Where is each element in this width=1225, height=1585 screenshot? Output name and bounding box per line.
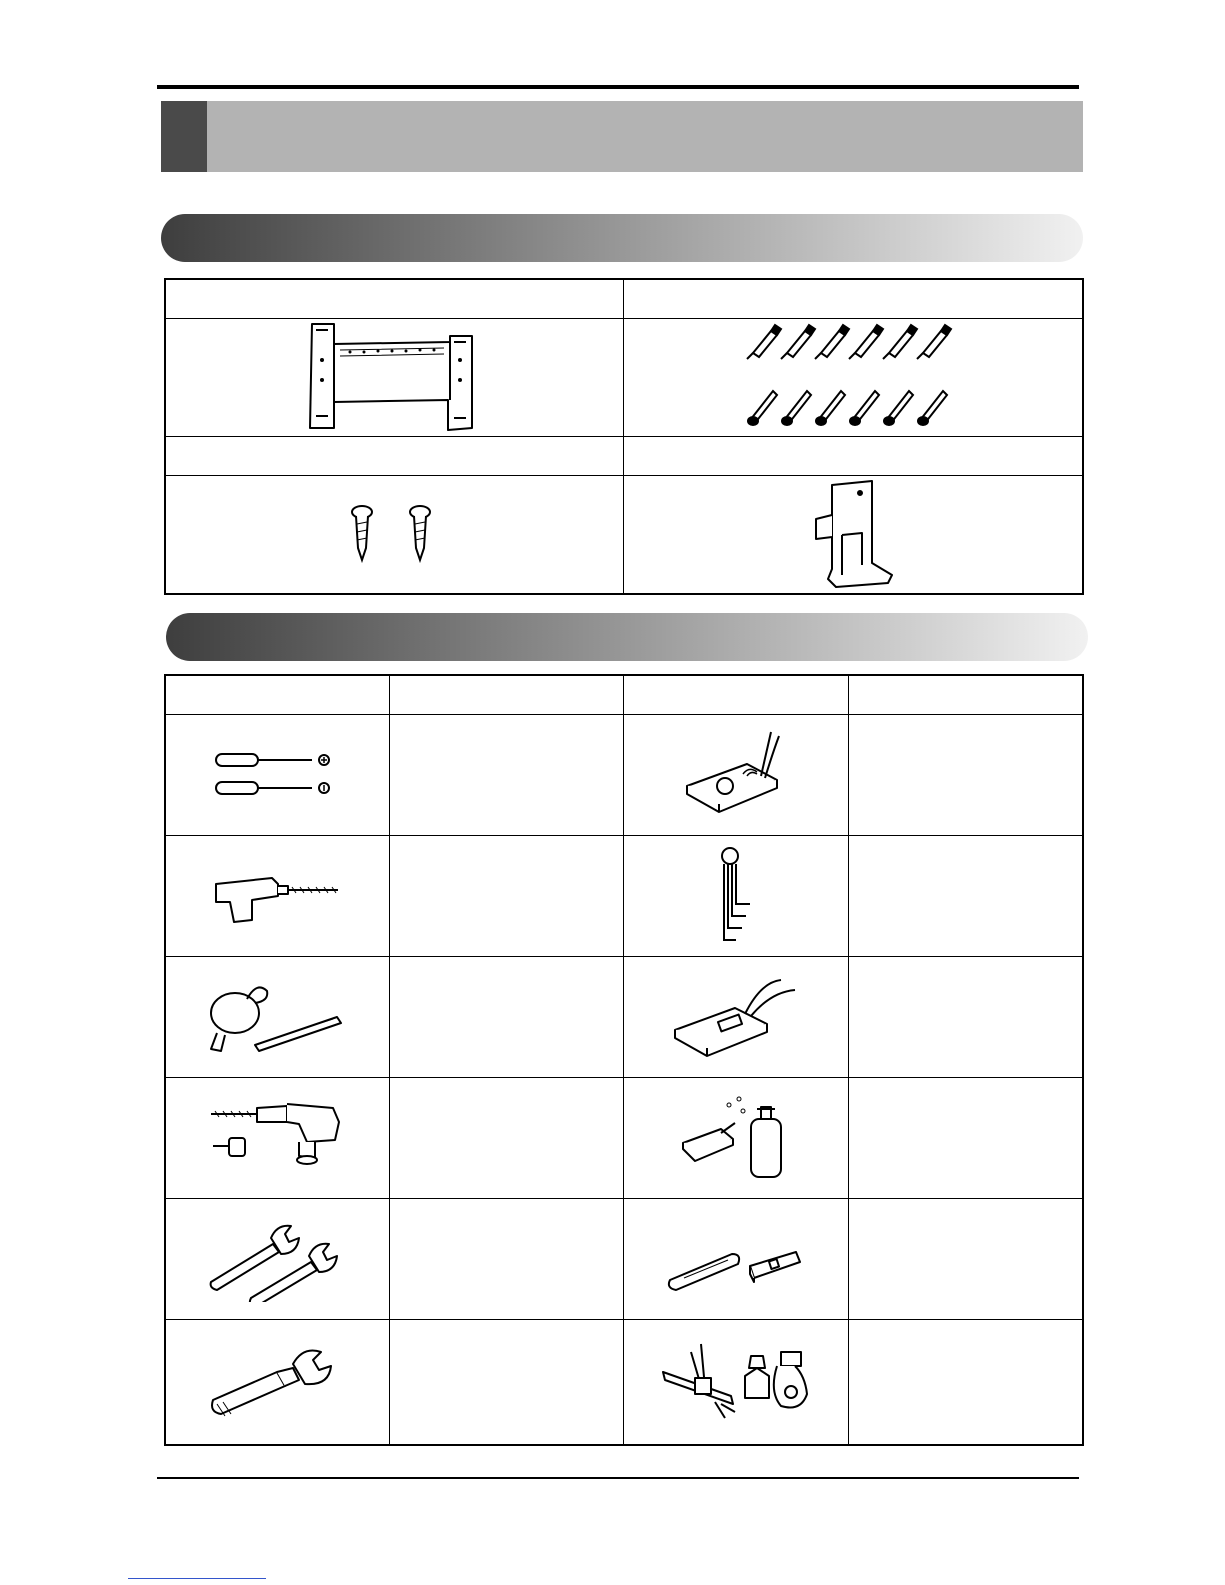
- tool-label: [389, 715, 623, 836]
- fixing-screws-cell: [165, 476, 623, 594]
- flaring-tool-cell: [623, 1320, 848, 1445]
- measuring-tape-icon: [207, 977, 347, 1057]
- tool-row: [165, 1320, 1083, 1445]
- remote-controller-holder-icon: [808, 479, 898, 589]
- section-title-bar: [161, 101, 1083, 172]
- ammeter-cell: [623, 957, 848, 1078]
- installation-plate-cell: [165, 319, 623, 437]
- tool-label: [389, 836, 623, 957]
- gas-leak-detector-cell: [623, 1078, 848, 1199]
- flaring-tool-set-icon: [661, 1332, 811, 1432]
- thermometer-and-level-icon: [666, 1224, 806, 1294]
- tools-header-3: [623, 675, 848, 715]
- ammeter-icon: [671, 972, 801, 1062]
- accessories-table: [164, 278, 1084, 595]
- tool-label: [848, 1078, 1083, 1199]
- tool-row: [165, 1199, 1083, 1320]
- tool-label: [848, 957, 1083, 1078]
- torque-wrench-icon: [207, 1342, 347, 1422]
- electric-drill-icon: [212, 866, 342, 926]
- electric-tester-icon: [681, 730, 791, 820]
- tool-label: [848, 1199, 1083, 1320]
- accessory-header-2: [623, 279, 1083, 319]
- bottom-rule: [157, 1477, 1079, 1479]
- anchor-bolts-and-screws-icon: [743, 323, 963, 433]
- tool-label: [848, 1320, 1083, 1445]
- accessories-banner: [161, 214, 1083, 262]
- tool-label: [389, 1199, 623, 1320]
- footer-link-underline: [128, 1578, 266, 1579]
- spanners-cell: [165, 1199, 389, 1320]
- electric-tester-cell: [623, 715, 848, 836]
- accessory-header-1: [165, 279, 623, 319]
- hole-core-drill-cell: [165, 1078, 389, 1199]
- thermometer-level-cell: [623, 1199, 848, 1320]
- hole-core-drill-icon: [207, 1100, 347, 1176]
- accessory-header-3: [165, 437, 623, 476]
- accessory-header-4: [623, 437, 1083, 476]
- gas-leak-detector-icon: [681, 1093, 791, 1183]
- tool-label: [389, 1078, 623, 1199]
- remote-holder-cell: [623, 476, 1083, 594]
- measuring-tape-cell: [165, 957, 389, 1078]
- screwdriver-icon: [212, 750, 342, 800]
- tools-banner: [166, 613, 1088, 661]
- tool-row: [165, 957, 1083, 1078]
- tool-row: [165, 1078, 1083, 1199]
- tools-header-4: [848, 675, 1083, 715]
- spanner-icon: [207, 1216, 347, 1302]
- tool-row: [165, 836, 1083, 957]
- tool-label: [848, 836, 1083, 957]
- tool-row: [165, 715, 1083, 836]
- hexagonal-wrench-icon: [716, 846, 756, 946]
- tools-header-2: [389, 675, 623, 715]
- tools-header-1: [165, 675, 389, 715]
- electric-drill-cell: [165, 836, 389, 957]
- section-title-marker: [161, 101, 207, 172]
- tool-label: [389, 1320, 623, 1445]
- installation-plate-icon: [304, 320, 484, 436]
- tool-label: [848, 715, 1083, 836]
- screwdrivers-cell: [165, 715, 389, 836]
- tool-label: [389, 957, 623, 1078]
- anchors-and-screws-cell: [623, 319, 1083, 437]
- hexagonal-wrench-cell: [623, 836, 848, 957]
- fixing-screws-icon: [344, 504, 444, 564]
- tools-table: [164, 674, 1084, 1446]
- torque-wrench-cell: [165, 1320, 389, 1445]
- top-rule: [157, 85, 1079, 89]
